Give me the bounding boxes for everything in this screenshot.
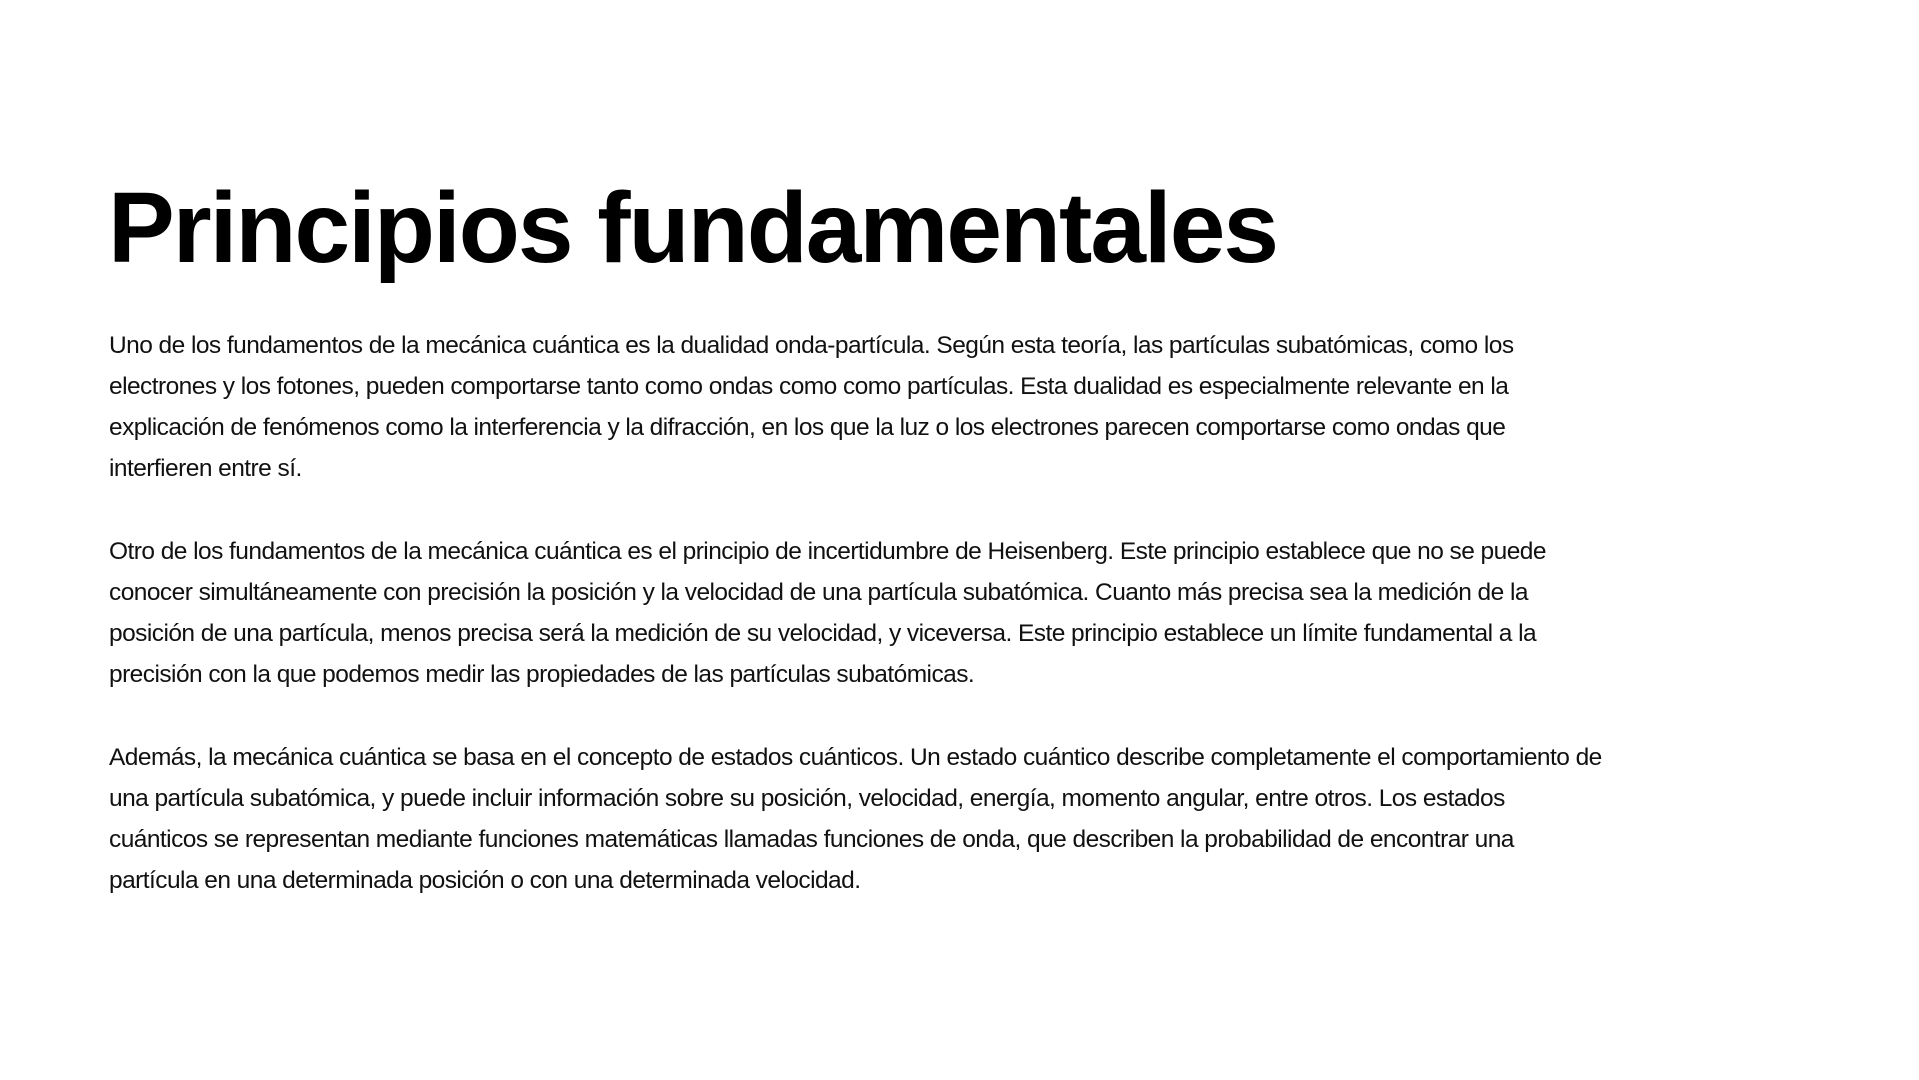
text-line: una partícula subatómica, y puede incluir información sobre su posición, velocidad, energía, momento angular, entre otros. Los estados	[109, 785, 1505, 812]
text-line: partícula en una determinada posición o con una determinada velocidad.	[109, 867, 861, 894]
page-title: Principios fundamentales	[108, 172, 1277, 284]
paragraph-quantum-states	[109, 737, 1602, 901]
text-line: conocer simultáneamente con precisión la posición y la velocidad de una partícula subatómica. Cuanto más precisa sea la medición de la	[109, 579, 1528, 606]
paragraph-wave-particle-duality	[109, 325, 1514, 489]
text-line: Otro de los fundamentos de la mecánica cuántica es el principio de incertidumbre de Heisenberg. Este principio establece que no se puede	[109, 538, 1546, 565]
text-line: interfieren entre sí.	[109, 455, 302, 482]
text-line: electrones y los fotones, pueden comportarse tanto como ondas como como partículas. Esta dualidad es especialmente relevante en la	[109, 373, 1509, 400]
text-line: posición de una partícula, menos precisa será la medición de su velocidad, y viceversa. Este principio establece un límite fundamental a la	[109, 620, 1537, 647]
text-line: cuánticos se representan mediante funciones matemáticas llamadas funciones de onda, que describen la probabilidad de encontrar una	[109, 826, 1514, 853]
text-line: Además, la mecánica cuántica se basa en el concepto de estados cuánticos. Un estado cuántico describe completamente el comportamiento de	[109, 744, 1602, 771]
text-line: explicación de fenómenos como la interferencia y la difracción, en los que la luz o los electrones parecen comportarse como ondas que	[109, 414, 1506, 441]
paragraph-uncertainty-principle	[109, 531, 1546, 695]
text-line: precisión con la que podemos medir las propiedades de las partículas subatómicas.	[109, 661, 975, 688]
text-line: Uno de los fundamentos de la mecánica cuántica es la dualidad onda-partícula. Según esta teoría, las partículas subatómicas, como los	[109, 332, 1514, 359]
